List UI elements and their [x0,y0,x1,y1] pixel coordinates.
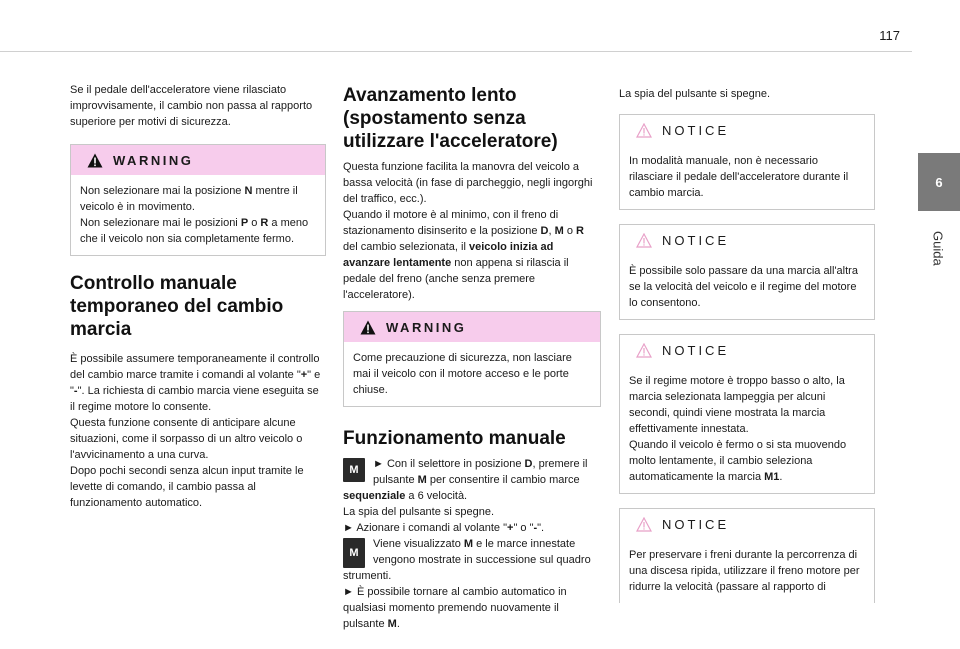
warning-body: Non selezionare mai la posizione N mentre il veicolo è in movimento. Non selezionare mai le posizioni P o R a meno che il veicolo non sia completamente fermo. [80,185,309,245]
notice-title: NOTICE [662,232,730,248]
warning-header [71,145,325,175]
header-rule [0,51,912,52]
warning-icon [360,320,376,335]
notice-body: Per preservare i freni durante la percorrenza di una discesa ripida, utilizzare il freno motore per ridurre la velocità (passare al rapporto di [629,549,860,593]
notice-body: In modalità manuale, non è necessario rilasciare il pedale dell'acceleratore durante il cambio marcia. [629,155,849,199]
warning-icon [87,153,103,168]
section-heading-creep: Avanzamento lento (spostamento senza utilizzare l'acceleratore) [343,85,558,152]
warning-box [343,311,601,407]
warning-header [344,312,600,342]
notice-box [619,224,875,320]
gear-m-button-icon: M [343,458,365,482]
notice-header [620,335,874,365]
instrument-m1-icon: M [343,538,365,568]
warning-title: WARNING [113,152,194,168]
notice-icon [636,123,652,138]
notice-icon [636,517,652,532]
chapter-label: Guida [930,230,946,266]
notice-header [620,115,874,145]
notice-title: NOTICE [662,342,730,358]
notice-body: Se il regime motore è troppo basso o alto, la marcia selezionata lampeggia per alcuni secondi, quindi viene mostrata la marcia effettivamente innestata. Quando il veicolo è fermo o si sta muovendo molto lentamente, il cambio seleziona automaticamente la marcia M1. [629,375,847,483]
column-2 [343,84,601,632]
notice-title: NOTICE [662,122,730,138]
notice-icon [636,343,652,358]
intro-paragraph: Se il pedale dell'acceleratore viene rilasciato improvvisamente, il cambio non passa al rapporto superiore per motivi di sicurezza. [70,84,313,128]
notice-box [619,334,875,494]
section-heading-manual-operation: Funzionamento manuale [343,428,566,449]
warning-box [70,144,326,256]
column-1 [70,82,326,511]
warning-body: Come precauzione di sicurezza, non lasciare mai il veicolo con il motore acceso e le porte chiuse. [353,352,572,396]
column-3 [619,86,875,603]
notice-body: È possibile solo passare da una marcia all'altra se la velocità del veicolo e il regime del motore lo consentono. [629,265,858,309]
warning-title: WARNING [386,319,467,335]
notice-header [620,509,874,539]
intro-paragraph: La spia del pulsante si spegne. [619,88,771,100]
notice-box [619,508,875,603]
chapter-tab[interactable]: 6 [918,153,960,211]
section-heading-manual-control: Controllo manuale temporaneo del cambio marcia [70,273,284,340]
notice-title: NOTICE [662,516,730,532]
creep-paragraph: Questa funzione facilita la manovra del veicolo a bassa velocità (in fase di parcheggio, negli ingorghi del traffico, ecc.). Quando il motore è al minimo, con il freno di stazionamento disinserito e la posizione D, M o R del cambio selezionata, il veicolo inizia ad avanzare lentamente non appena si rilascia il pedale del freno (anche senza premere l'acceleratore). [343,161,593,301]
notice-header [620,225,874,255]
page-number: 117 [879,28,900,43]
manual-control-paragraph: È possibile assumere temporaneamente il controllo del cambio marce tramite i comandi al volante "+" e "-". La richiesta di cambio marcia viene eseguita se il regime motore lo consente. Questa funzione consente di anticipare alcune situazioni, come il sorpasso di un altro veicolo o l'avvicinamento a una curva. Dopo pochi secondi senza alcun input tramite le levette di comando, il cambio passa al funzionamento automatico. [70,353,321,509]
manual-operation-body: M ► Con il selettore in posizione D, premere il pulsante M per consentire il cambio marce sequenziale a 6 velocità. La spia del pulsante si spegne. ► Azionare i comandi al volante "+" o "-". M Viene visualizzato M e le marce innestate vengono mostrate in successione sul quadro strumenti. ► È possibile tornare al cambio automatico in qualsiasi momento premendo nuovamente il pulsante M. [343,458,591,630]
notice-icon [636,233,652,248]
notice-box [619,114,875,210]
